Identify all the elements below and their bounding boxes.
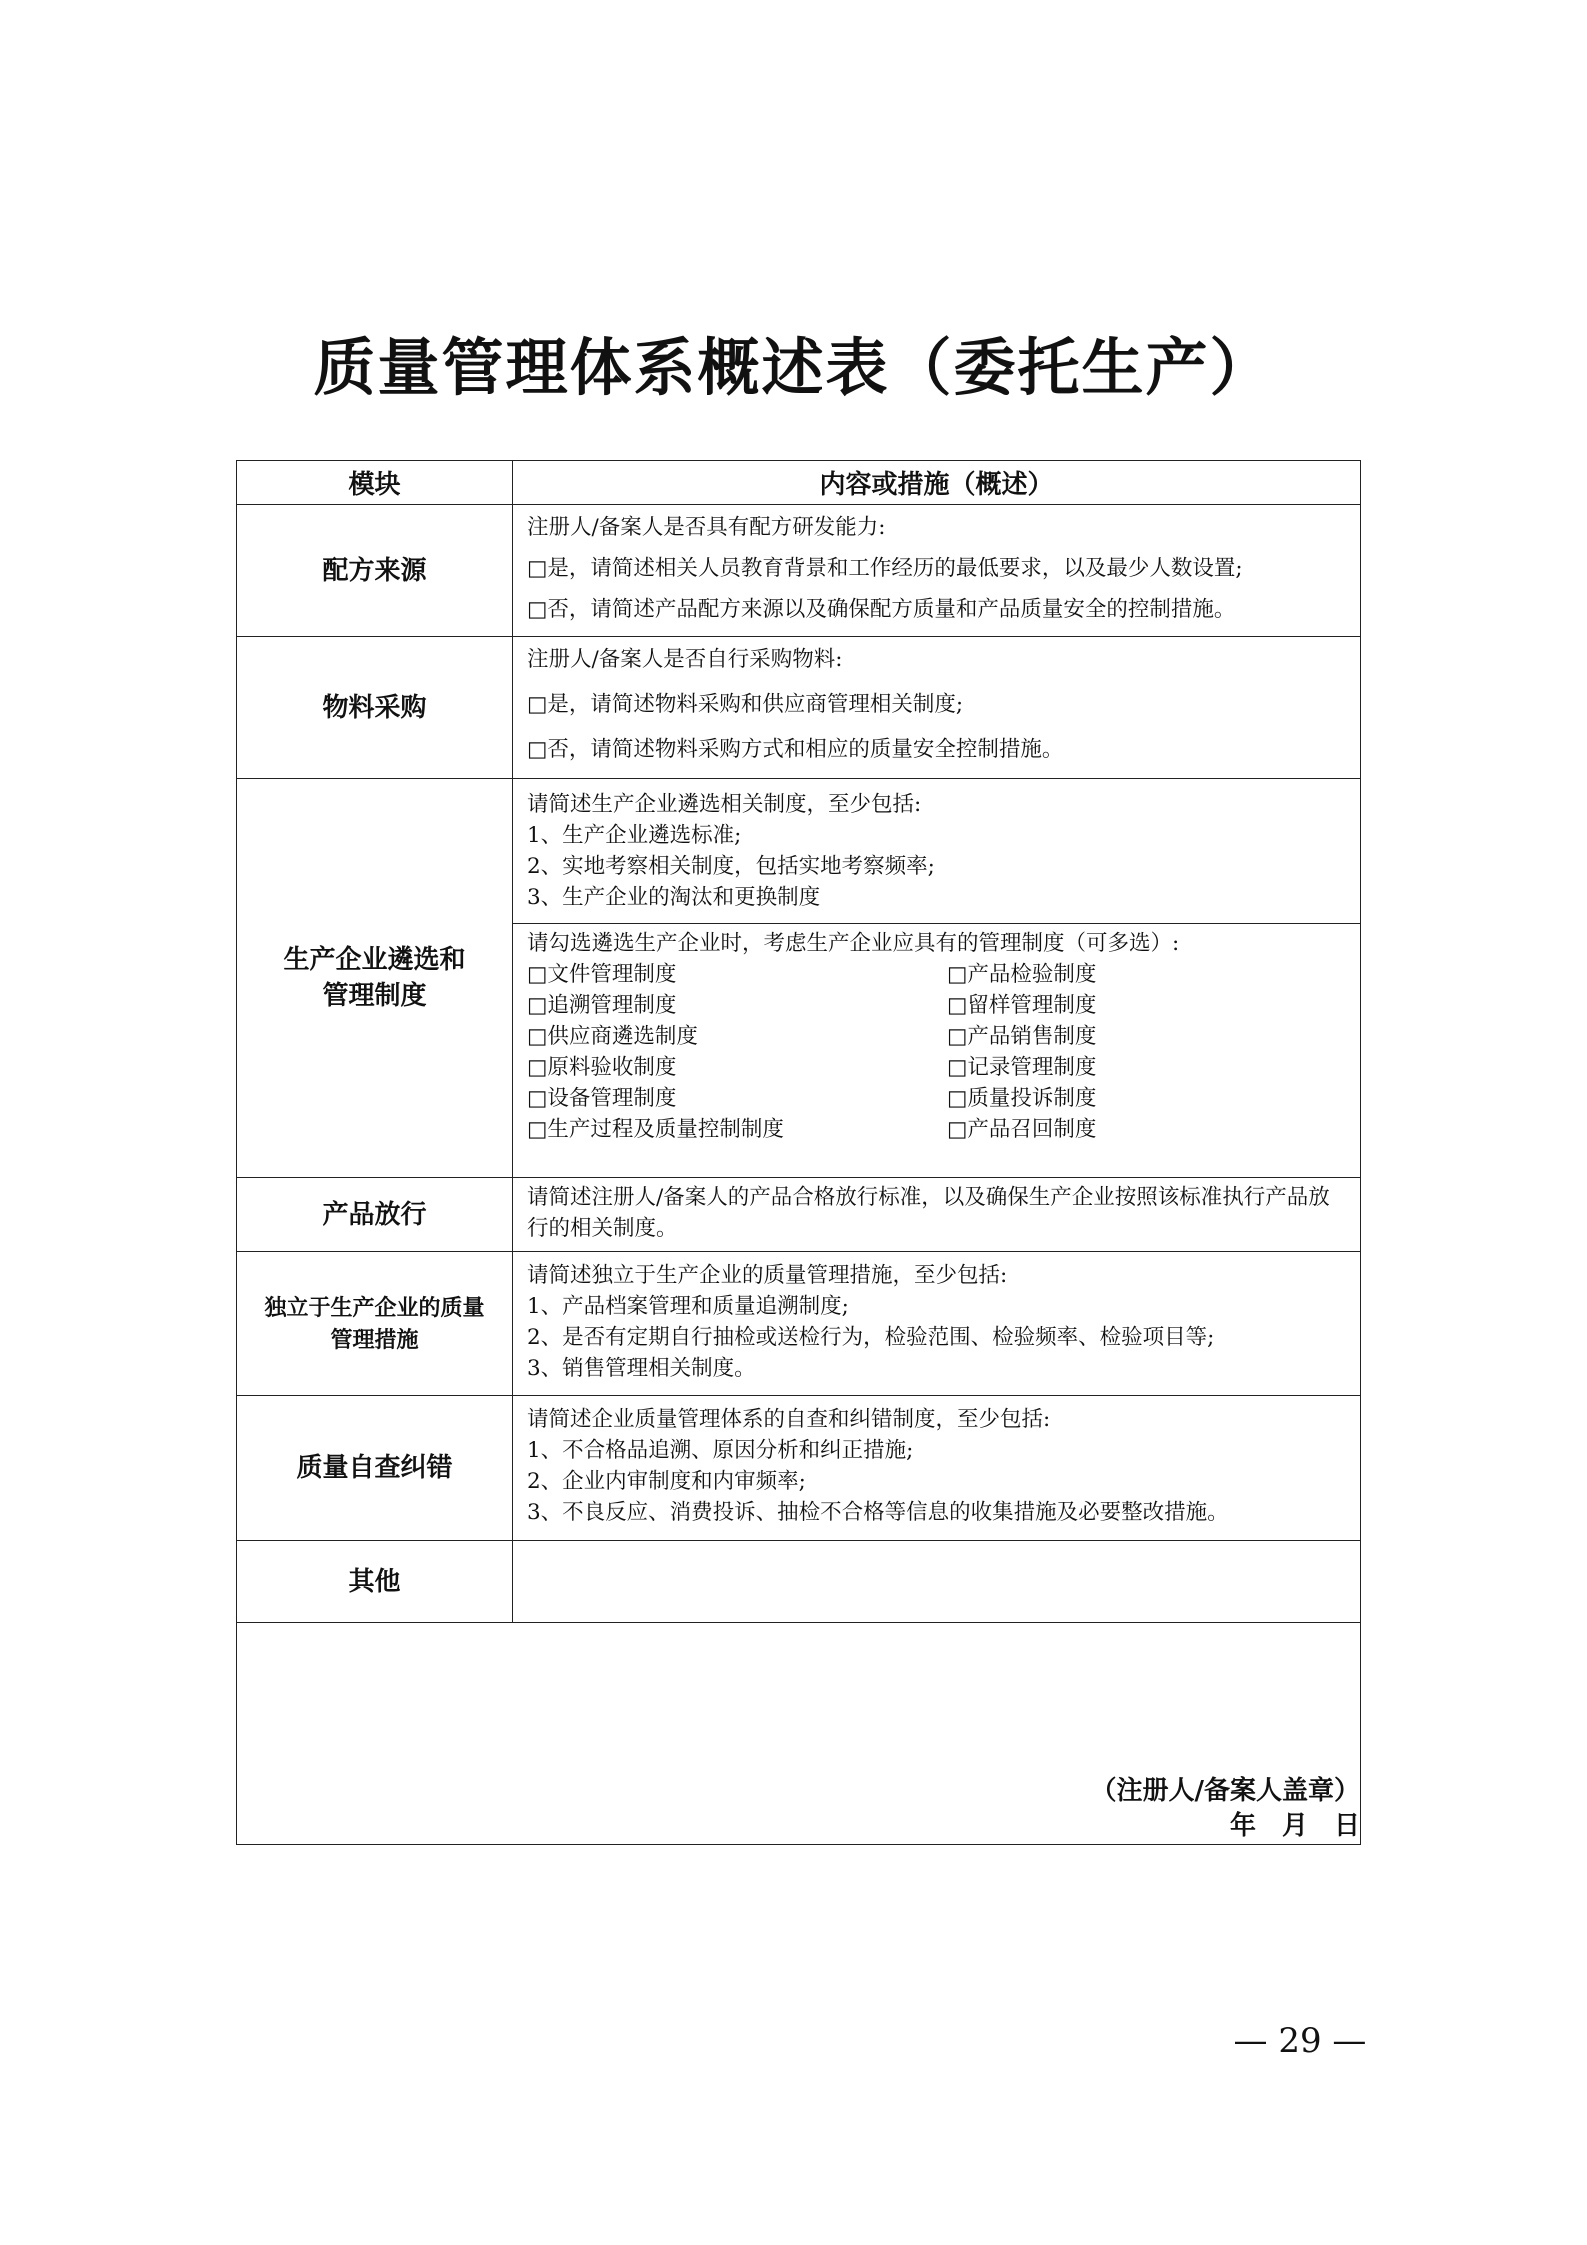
checkbox-option-yes[interactable]: □是，请简述相关人员教育背景和工作经历的最低要求，以及最少人数设置; bbox=[527, 556, 1243, 581]
content-formula-source bbox=[513, 505, 1361, 637]
row-quality-self-check bbox=[237, 1396, 1361, 1541]
page-number: — 29 — bbox=[1233, 2021, 1367, 2061]
module-formula-source: 配方来源 bbox=[237, 505, 513, 637]
text-line: 1、产品档案管理和质量追溯制度; bbox=[527, 1294, 849, 1319]
text-line: 2、实地考察相关制度，包括实地考察频率; bbox=[527, 854, 935, 879]
content-material-purchase bbox=[513, 637, 1361, 779]
seal-label: （注册人/备案人盖章） bbox=[1090, 1776, 1360, 1806]
header-content: 内容或措施（概述） bbox=[513, 461, 1361, 505]
checkbox-column-right bbox=[947, 959, 1346, 1145]
checkbox-option[interactable]: □设备管理制度 bbox=[527, 1086, 677, 1111]
checkbox-option-no[interactable]: □否，请简述产品配方来源以及确保配方质量和产品质量安全的控制措施。 bbox=[527, 597, 1236, 622]
row-independent-quality bbox=[237, 1252, 1361, 1396]
text-line: 请简述生产企业遴选相关制度，至少包括: bbox=[527, 792, 922, 817]
module-producer-selection bbox=[237, 779, 513, 1178]
checkbox-option-no[interactable]: □否，请简述物料采购方式和相应的质量安全控制措施。 bbox=[527, 737, 1064, 762]
page-title: 质量管理体系概述表（委托生产） bbox=[313, 331, 1274, 404]
row-product-release bbox=[237, 1178, 1361, 1252]
text-line: 请简述独立于生产企业的质量管理措施，至少包括: bbox=[527, 1263, 1008, 1288]
checkbox-grid bbox=[527, 959, 1346, 1145]
header-module: 模块 bbox=[237, 461, 513, 505]
module-label-line: 生产企业遴选和 bbox=[283, 945, 466, 975]
text-line: 请勾选遴选生产企业时，考虑生产企业应具有的管理制度（可多选）: bbox=[527, 931, 1180, 956]
checkbox-column-left bbox=[527, 959, 947, 1145]
module-label-line: 独立于生产企业的质量 bbox=[264, 1294, 485, 1321]
text-line: 3、销售管理相关制度。 bbox=[527, 1356, 756, 1381]
module-other: 其他 bbox=[237, 1541, 513, 1623]
module-label-line: 管理制度 bbox=[322, 981, 427, 1011]
checkbox-option[interactable]: □供应商遴选制度 bbox=[527, 1024, 698, 1049]
checkbox-option[interactable]: □产品检验制度 bbox=[947, 962, 1097, 987]
module-product-release: 产品放行 bbox=[237, 1178, 513, 1252]
text-line: 2、企业内审制度和内审频率; bbox=[527, 1469, 806, 1494]
text-line: 1、生产企业遴选标准; bbox=[527, 823, 742, 848]
content-product-release bbox=[513, 1178, 1361, 1252]
text-line: 3、不良反应、消费投诉、抽检不合格等信息的收集措施及必要整改措施。 bbox=[527, 1500, 1229, 1525]
module-quality-self-check: 质量自查纠错 bbox=[237, 1396, 513, 1541]
text-line: 2、是否有定期自行抽检或送检行为，检验范围、检验频率、检验项目等; bbox=[527, 1325, 1215, 1350]
row-material-purchase bbox=[237, 637, 1361, 779]
table-header-row bbox=[237, 461, 1361, 505]
module-independent-quality bbox=[237, 1252, 513, 1396]
text-line: 3、生产企业的淘汰和更换制度 bbox=[527, 885, 821, 910]
row-other bbox=[237, 1541, 1361, 1623]
content-producer-management-systems bbox=[513, 924, 1361, 1178]
checkbox-option[interactable]: □生产过程及质量控制制度 bbox=[527, 1117, 784, 1142]
qms-summary-table bbox=[236, 460, 1361, 1845]
checkbox-option[interactable]: □原料验收制度 bbox=[527, 1055, 677, 1080]
content-quality-self-check bbox=[513, 1396, 1361, 1541]
checkbox-option[interactable]: □追溯管理制度 bbox=[527, 993, 677, 1018]
date-label: 年 月 日 bbox=[1229, 1811, 1360, 1841]
content-other-field[interactable] bbox=[513, 1541, 1361, 1623]
checkbox-option[interactable]: □质量投诉制度 bbox=[947, 1086, 1097, 1111]
text-line: 1、不合格品追溯、原因分析和纠正措施; bbox=[527, 1438, 914, 1463]
checkbox-option-yes[interactable]: □是，请简述物料采购和供应商管理相关制度; bbox=[527, 692, 964, 717]
text-line: 注册人/备案人是否具有配方研发能力: bbox=[527, 515, 886, 540]
checkbox-option[interactable]: □产品召回制度 bbox=[947, 1117, 1097, 1142]
checkbox-option[interactable]: □留样管理制度 bbox=[947, 993, 1097, 1018]
row-signature bbox=[237, 1623, 1361, 1845]
text-line: 请简述企业质量管理体系的自查和纠错制度，至少包括: bbox=[527, 1407, 1051, 1432]
text-paragraph: 请简述注册人/备案人的产品合格放行标准，以及确保生产企业按照该标准执行产品放行的相关制度。 bbox=[527, 1185, 1330, 1241]
row-formula-source bbox=[237, 505, 1361, 637]
content-producer-selection-rules bbox=[513, 779, 1361, 924]
row-producer-selection-a bbox=[237, 779, 1361, 924]
signature-area bbox=[237, 1623, 1361, 1845]
module-label-line: 管理措施 bbox=[330, 1326, 419, 1353]
module-material-purchase: 物料采购 bbox=[237, 637, 513, 779]
text-line: 注册人/备案人是否自行采购物料: bbox=[527, 647, 843, 672]
checkbox-option[interactable]: □文件管理制度 bbox=[527, 962, 677, 987]
checkbox-option[interactable]: □产品销售制度 bbox=[947, 1024, 1097, 1049]
checkbox-option[interactable]: □记录管理制度 bbox=[947, 1055, 1097, 1080]
content-independent-quality bbox=[513, 1252, 1361, 1396]
